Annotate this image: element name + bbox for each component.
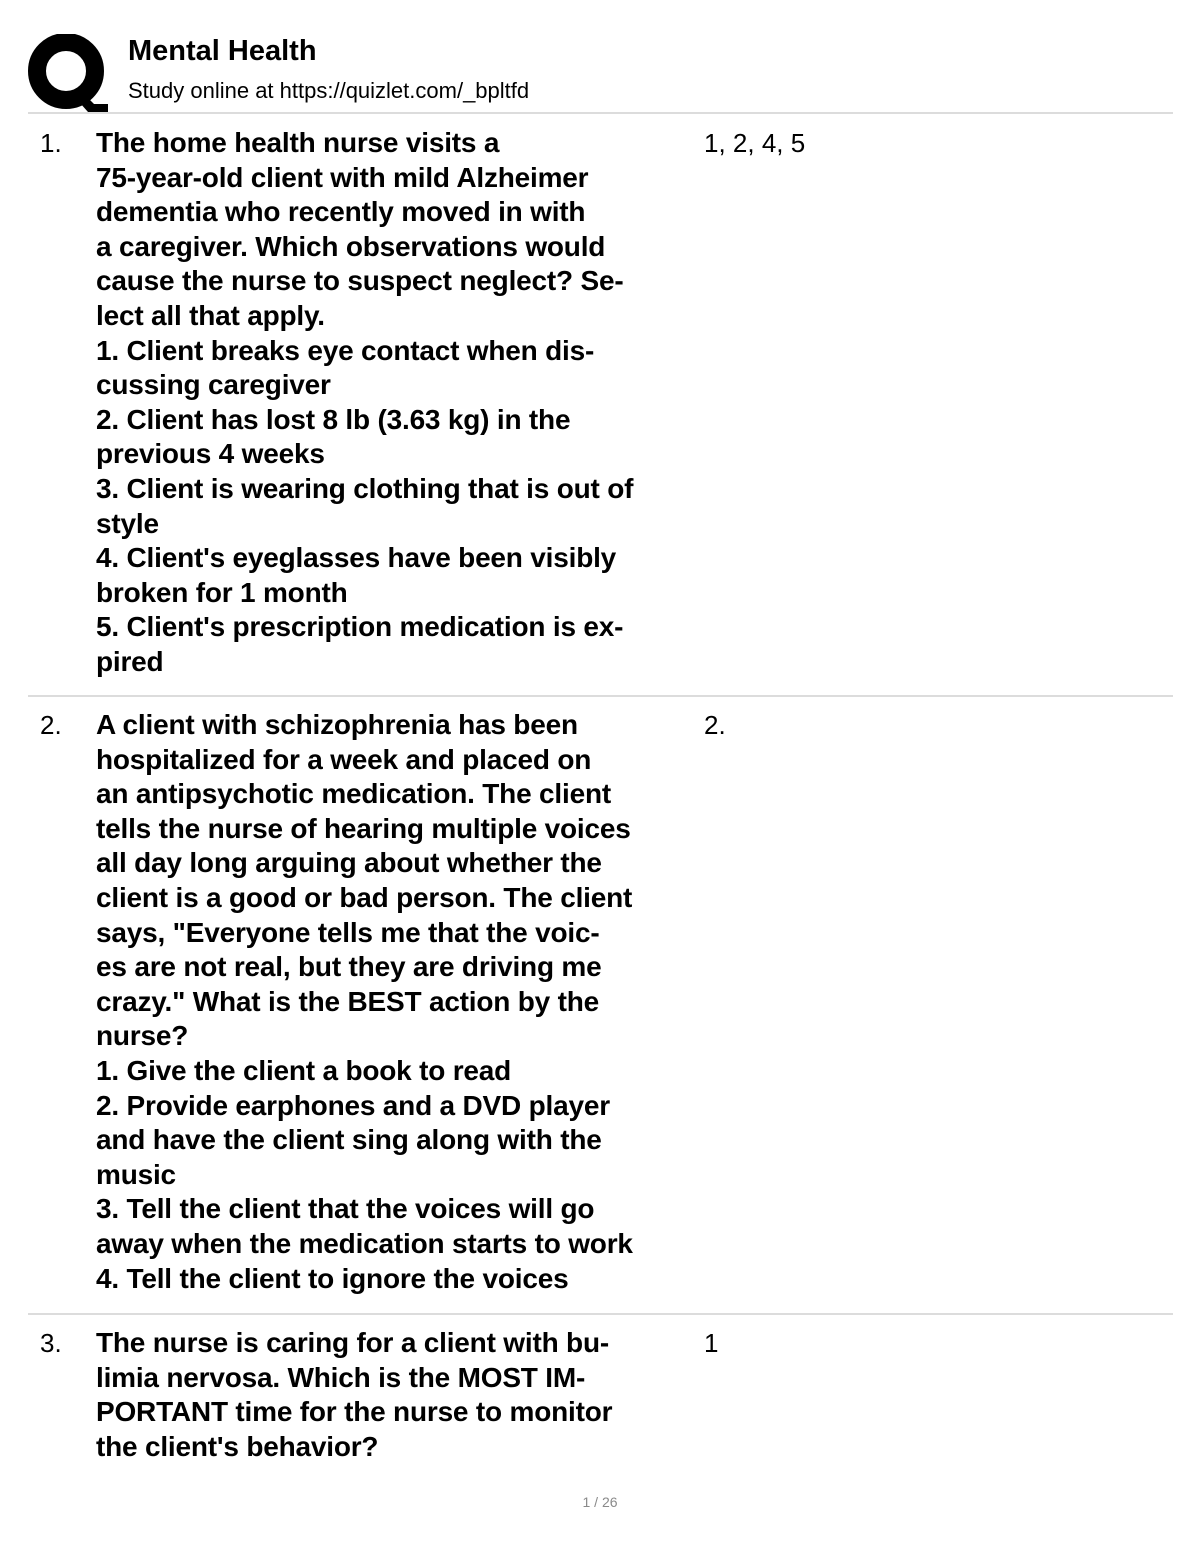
question-line: hospitalized for a week and placed on — [96, 743, 592, 775]
question-line: crazy." What is the BEST action by the — [96, 985, 600, 1017]
card-question — [96, 708, 706, 1296]
card-question — [96, 1326, 706, 1464]
question-line: 4. Tell the client to ignore the voices — [96, 1262, 569, 1294]
question-line: the client's behavior? — [96, 1430, 379, 1462]
card-number: 3. — [40, 1328, 62, 1358]
question-line: 1. Give the client a book to read — [96, 1054, 512, 1086]
question-line: 5. Client's prescription medication is ex- — [96, 611, 624, 643]
question-line: 75-year-old client with mild Alzheimer — [96, 161, 589, 193]
card-question — [96, 126, 706, 680]
card-number: 2. — [40, 710, 62, 740]
page-header — [28, 28, 1173, 112]
question-line: a caregiver. Which observations would — [96, 230, 606, 262]
question-line: The home health nurse visits a — [96, 127, 500, 158]
question-line: all day long arguing about whether the — [96, 847, 602, 879]
divider — [28, 112, 1173, 114]
question-line: an antipsychotic medication. The client — [96, 778, 611, 810]
page-number: 1 / 26 — [582, 1494, 618, 1510]
question-line: style — [96, 507, 159, 539]
question-line: 4. Client's eyeglasses have been visibly — [96, 542, 617, 574]
question-line: says, "Everyone tells me that the voic- — [96, 916, 600, 948]
divider — [28, 695, 1173, 697]
question-line: 3. Client is wearing clothing that is out of — [96, 472, 634, 504]
question-line: lect all that apply. — [96, 299, 325, 331]
question-line: pired — [96, 645, 164, 677]
question-line: limia nervosa. Which is the MOST IM- — [96, 1361, 586, 1393]
question-line: 2. Provide earphones and a DVD player — [96, 1089, 610, 1121]
question-line: A client with schizophrenia has been — [96, 709, 578, 740]
question-line: 1. Client breaks eye contact when dis- — [96, 334, 595, 366]
question-line: tells the nurse of hearing multiple voices — [96, 812, 631, 844]
study-online-link[interactable]: Study online at https://quizlet.com/_bpltfd — [128, 78, 530, 103]
question-line: broken for 1 month — [96, 576, 348, 608]
question-line: PORTANT time for the nurse to monitor — [96, 1396, 613, 1428]
question-line: dementia who recently moved in with — [96, 196, 586, 228]
question-line: cussing caregiver — [96, 369, 331, 401]
question-line: The nurse is caring for a client with bu- — [96, 1327, 609, 1358]
card-answer: 2. — [704, 710, 726, 740]
card-answer: 1, 2, 4, 5 — [704, 128, 806, 158]
question-line: nurse? — [96, 1020, 189, 1052]
question-line: cause the nurse to suspect neglect? Se- — [96, 265, 624, 297]
question-line: client is a good or bad person. The client — [96, 881, 633, 913]
question-line: and have the client sing along with the — [96, 1124, 602, 1156]
question-line: 3. Tell the client that the voices will go — [96, 1193, 595, 1225]
question-line: 2. Client has lost 8 lb (3.63 kg) in the — [96, 403, 571, 435]
page-title: Mental Health — [128, 35, 317, 67]
divider — [28, 1313, 1173, 1315]
quizlet-q-logo-icon — [28, 34, 108, 112]
card-answer: 1 — [704, 1328, 719, 1358]
question-line: away when the medication starts to work — [96, 1227, 633, 1259]
question-line: es are not real, but they are driving me — [96, 951, 602, 983]
card-number: 1. — [40, 128, 62, 158]
question-line: previous 4 weeks — [96, 438, 325, 470]
question-line: music — [96, 1158, 176, 1190]
